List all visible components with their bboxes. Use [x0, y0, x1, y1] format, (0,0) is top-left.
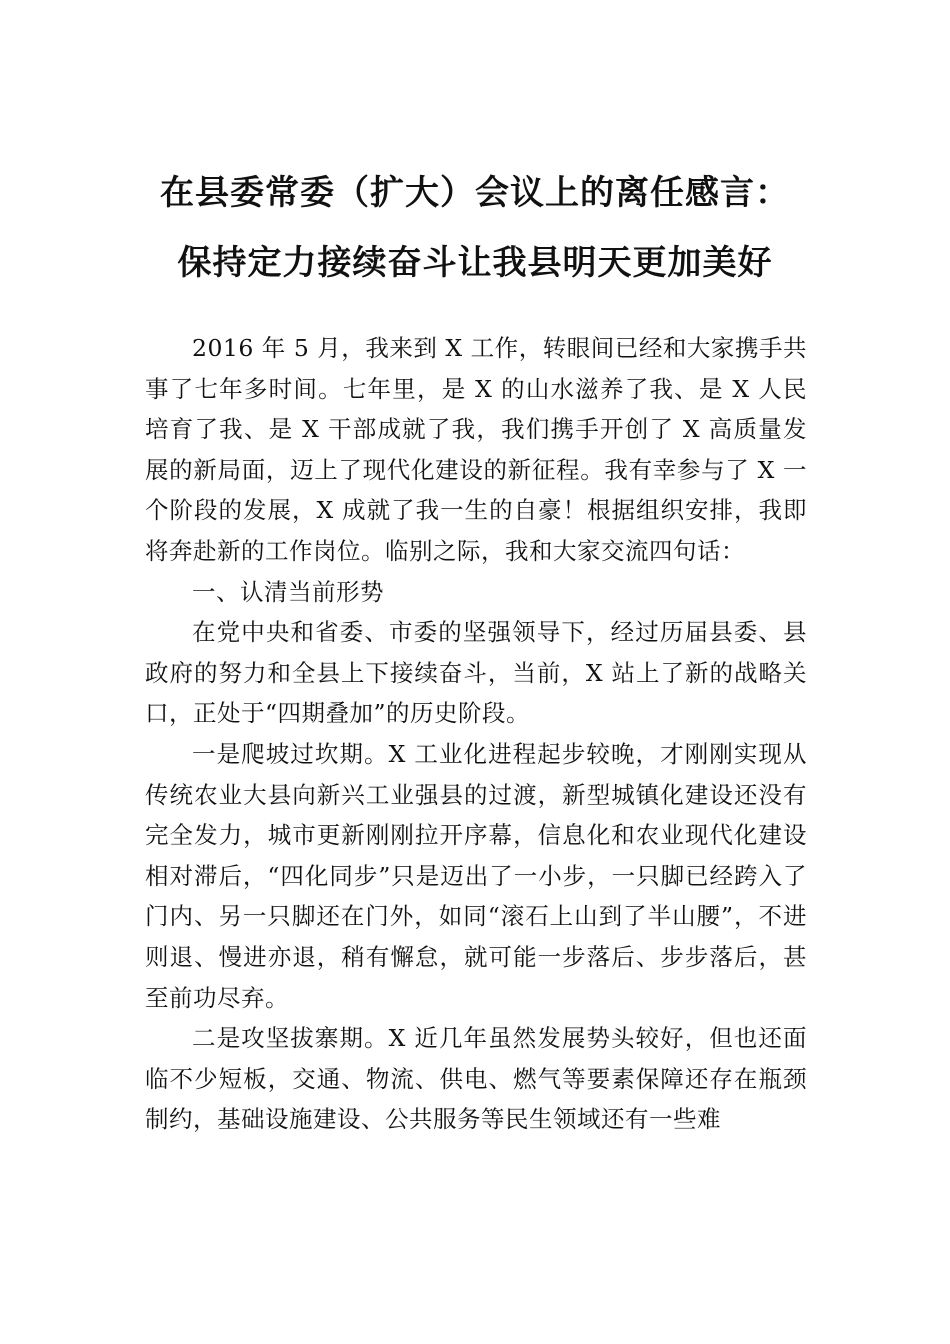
title-line-2: 保持定力接续奋斗让我县明天更加美好 — [177, 243, 773, 283]
paragraph-point-one: 一是爬坡过坎期。X 工业化进程起步较晚，才刚刚实现从传统农业大县向新兴工业强县的过渡，新型城镇化建设还没有完全发力，城市更新刚刚拉开序幕，信息化和农业现代化建设相对滞后，“四化同步”只是迈出了一小步，一只脚已经跨入了门内、另一只脚还在门外，如同“滚石上山到了半山腰”，不进则退、慢进亦退，稍有懈怠，就可能一步落后、步步落后，甚至前功尽弃。 — [145, 739, 807, 1012]
paragraph-intro: 2016 年 5 月，我来到 X 工作，转眼间已经和大家携手共事了七年多时间。七年里，是 X 的山水滋养了我、是 X 人民培育了我、是 X 干部成就了我，我们携手开创了 X 高质量发展的新局面，迈上了现代化建设的新征程。我有幸参与了 X 一个阶段的发展，X 成就了我一生的自豪！根据组织安排，我即将奔赴新的工作岗位。临别之际，我和大家交流四句话： — [145, 334, 807, 565]
paragraph-situation: 在党中央和省委、市委的坚强领导下，经过历届县委、县政府的努力和全县上下接续奋斗，当前，X 站上了新的战略关口，正处于“四期叠加”的历史阶段。 — [145, 618, 807, 728]
title-line-1: 在县委常委（扩大）会议上的离任感言： — [160, 173, 790, 213]
section-heading: 一、认清当前形势 — [192, 577, 384, 606]
paragraph-point-two: 二是攻坚拔寨期。X 近几年虽然发展势头较好，但也还面临不少短板，交通、物流、供电、燃气等要素保障还存在瓶颈制约，基础设施建设、公共服务等民生领域还有一些难 — [145, 1024, 807, 1134]
document-title — [100, 158, 850, 298]
document-body — [145, 328, 807, 1140]
